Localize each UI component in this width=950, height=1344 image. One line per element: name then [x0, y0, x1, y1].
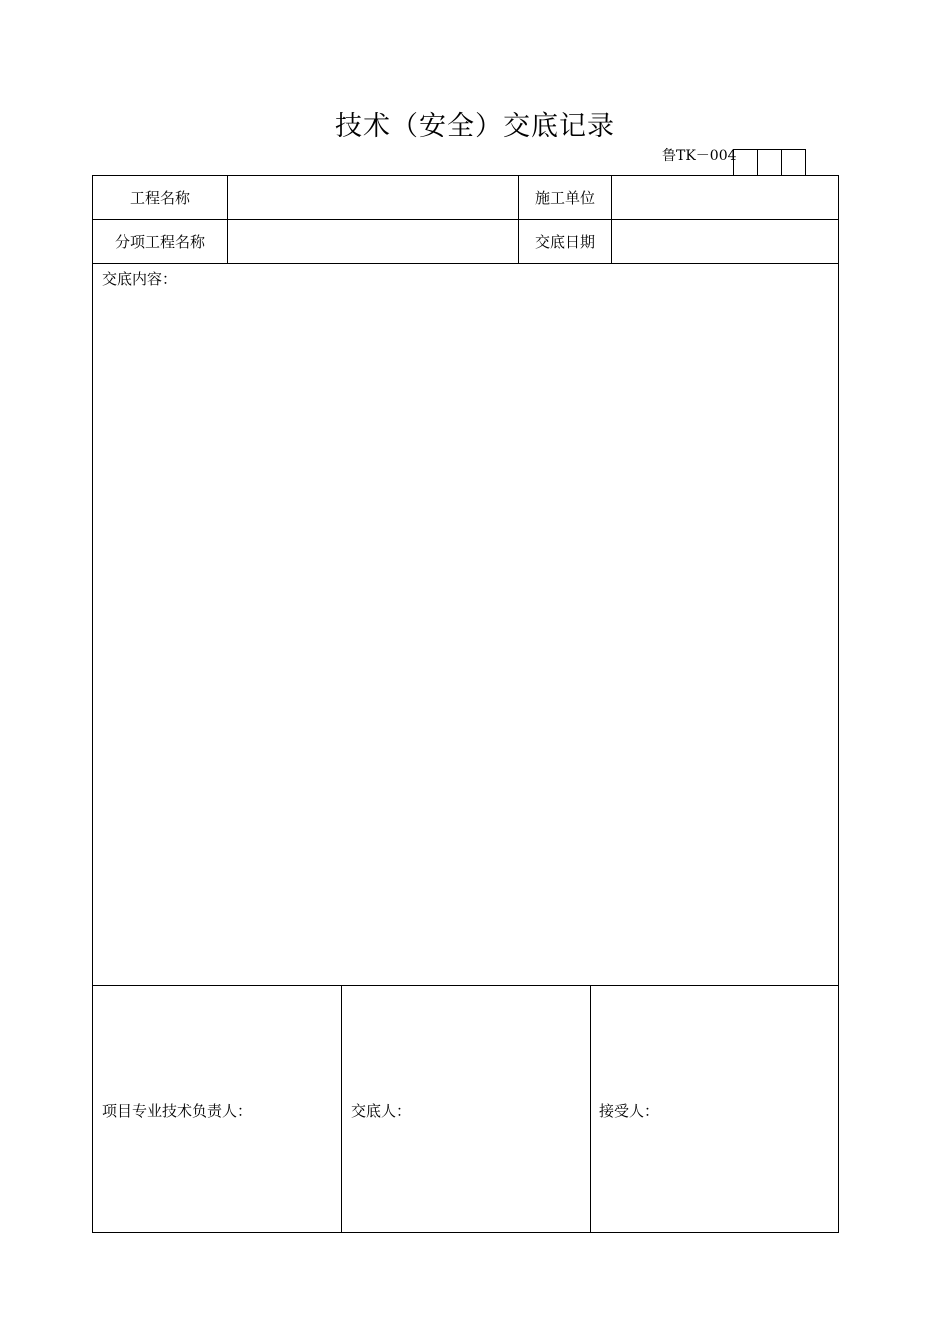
- page-title: 技术（安全）交底记录: [335, 111, 615, 142]
- record-form: [92, 175, 839, 1233]
- subitem-name-field[interactable]: [228, 220, 518, 263]
- code-box-3[interactable]: [781, 149, 806, 175]
- project-name-label: 工程名称: [129, 189, 190, 207]
- column-divider: [590, 985, 591, 1232]
- tech-lead-signature-label: 项目专业技术负责人：: [102, 1102, 253, 1120]
- project-name-field[interactable]: [228, 176, 518, 219]
- receiver-signature-label: 接受人：: [599, 1102, 660, 1120]
- construction-unit-label: 施工单位: [534, 189, 595, 207]
- column-divider: [341, 985, 342, 1232]
- form-code-boxes: [733, 149, 806, 175]
- code-box-2[interactable]: [757, 149, 782, 175]
- construction-unit-field[interactable]: [612, 176, 838, 219]
- form-code-prefix: 鲁: [662, 148, 676, 164]
- content-label: 交底内容：: [102, 270, 178, 288]
- presenter-signature-label: 交底人：: [351, 1102, 412, 1120]
- content-area[interactable]: [102, 292, 828, 980]
- row-divider: [93, 985, 838, 986]
- handover-date-label: 交底日期: [534, 233, 595, 251]
- subitem-name-label: 分项工程名称: [114, 233, 205, 251]
- code-box-1[interactable]: [733, 149, 758, 175]
- form-code: [662, 149, 737, 175]
- handover-date-field[interactable]: [612, 220, 838, 263]
- row-divider: [93, 263, 838, 264]
- form-code-number: TK－004: [676, 148, 737, 164]
